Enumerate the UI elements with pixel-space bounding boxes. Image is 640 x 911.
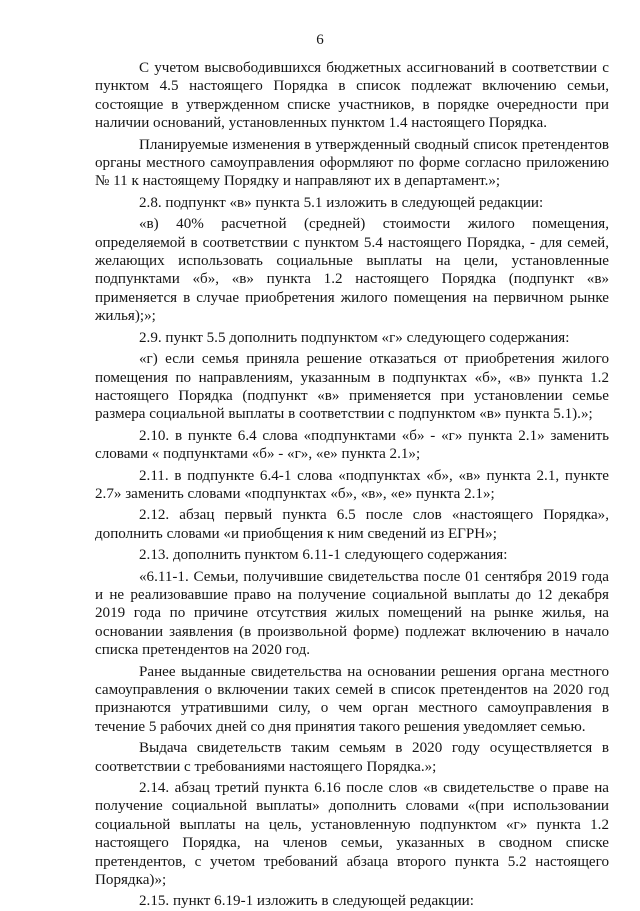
paragraph: «6.11-1. Семьи, получившие свидетельства после 01 сентября 2019 года и не реализовавшие право на получение социальной выплаты до 12 декабря 2019 года по причине отсутствия жилых помещений на рынке жилья, на основании заявления (в произвольной форме) подлежат включению в начало списка претендентов на 2020 год. <box>95 568 609 659</box>
paragraph: С учетом высвободившихся бюджетных ассигнований в соответствии с пунктом 4.5 настоящего Порядка в список подлежат включению семьи, состоящие в утвержденном списке участников, в порядке очередности при наличии оснований, установленных пунктом 1.4 настоящего Порядка. <box>95 60 609 132</box>
paragraph: Ранее выданные свидетельства на основании решения органа местного самоуправления о включении таких семей в список претендентов на 2020 год признаются утратившими силу, о чем орган местного самоуправления в течение 5 рабочих дней со дня принятия такого решения уведомляет семью. <box>95 663 609 735</box>
paragraph: 2.8. подпункт «в» пункта 5.1 изложить в следующей редакции: <box>139 194 544 211</box>
paragraph: Выдача свидетельств таким семьям в 2020 году осуществляется в соответствии с требованиями настоящего Порядка.»; <box>95 740 609 775</box>
document-body <box>95 59 609 911</box>
paragraph: «в) 40% расчетной (средней) стоимости жилого помещения, определяемой в соответствии с пунктом 5.4 настоящего Порядка, - для семей, желающих использовать социальные выплаты на цели, установленные подпунктами «б», «в» пункта 1.2 настоящего Порядка (подпункт «в» применяется в случае приобретения жилого помещения на первичном рынке жилья);»; <box>95 216 609 325</box>
paragraph: «г) если семья приняла решение отказаться от приобретения жилого помещения по направлениям, указанным в подпунктах «б», «в» пункта 1.2 настоящего Порядка (подпункт «в» применяется при установлении семье размера социальной выплаты в соответствии с подпунктом «в» пункта 5.1).»; <box>95 351 609 423</box>
paragraph: 2.11. в подпункте 6.4-1 слова «подпунктах «б», «в» пункта 2.1, пункте 2.7» заменить словами «подпунктах «б», «в», «е» пункта 2.1»; <box>95 467 609 502</box>
paragraph: 2.10. в пункте 6.4 слова «подпунктами «б» - «г» пункта 2.1» заменить словами « подпунктами «б» - «г», «е» пункта 2.1»; <box>95 427 609 463</box>
page-number: 6 <box>316 32 324 48</box>
paragraph: 2.15. пункт 6.19-1 изложить в следующей редакции: <box>139 893 474 910</box>
paragraph: 2.14. абзац третий пункта 6.16 после слов «в свидетельстве о праве на получение социальной выплаты» дополнить словами «(при использовании социальной выплаты на цель, установленную подпунктом «г» пункта 1.2 настоящего Порядка, на членов семьи, указанных в сводном списке претендентов, с учетом требований абзаца второго пункта 5.2 настоящего Порядка)»; <box>95 780 609 889</box>
paragraph: 2.12. абзац первый пункта 6.5 после слов «настоящего Порядка», дополнить словами «и приобщения к ним сведений из ЕГРН»; <box>95 507 609 542</box>
paragraph: 2.13. дополнить пунктом 6.11-1 следующего содержания: <box>139 547 508 564</box>
paragraph: 2.9. пункт 5.5 дополнить подпунктом «г» следующего содержания: <box>139 329 570 346</box>
paragraph: Планируемые изменения в утвержденный сводный список претендентов органы местного самоуправления оформляют по форме согласно приложению № 11 к настоящему Порядку и направляют их в департамент.»; <box>95 136 609 190</box>
